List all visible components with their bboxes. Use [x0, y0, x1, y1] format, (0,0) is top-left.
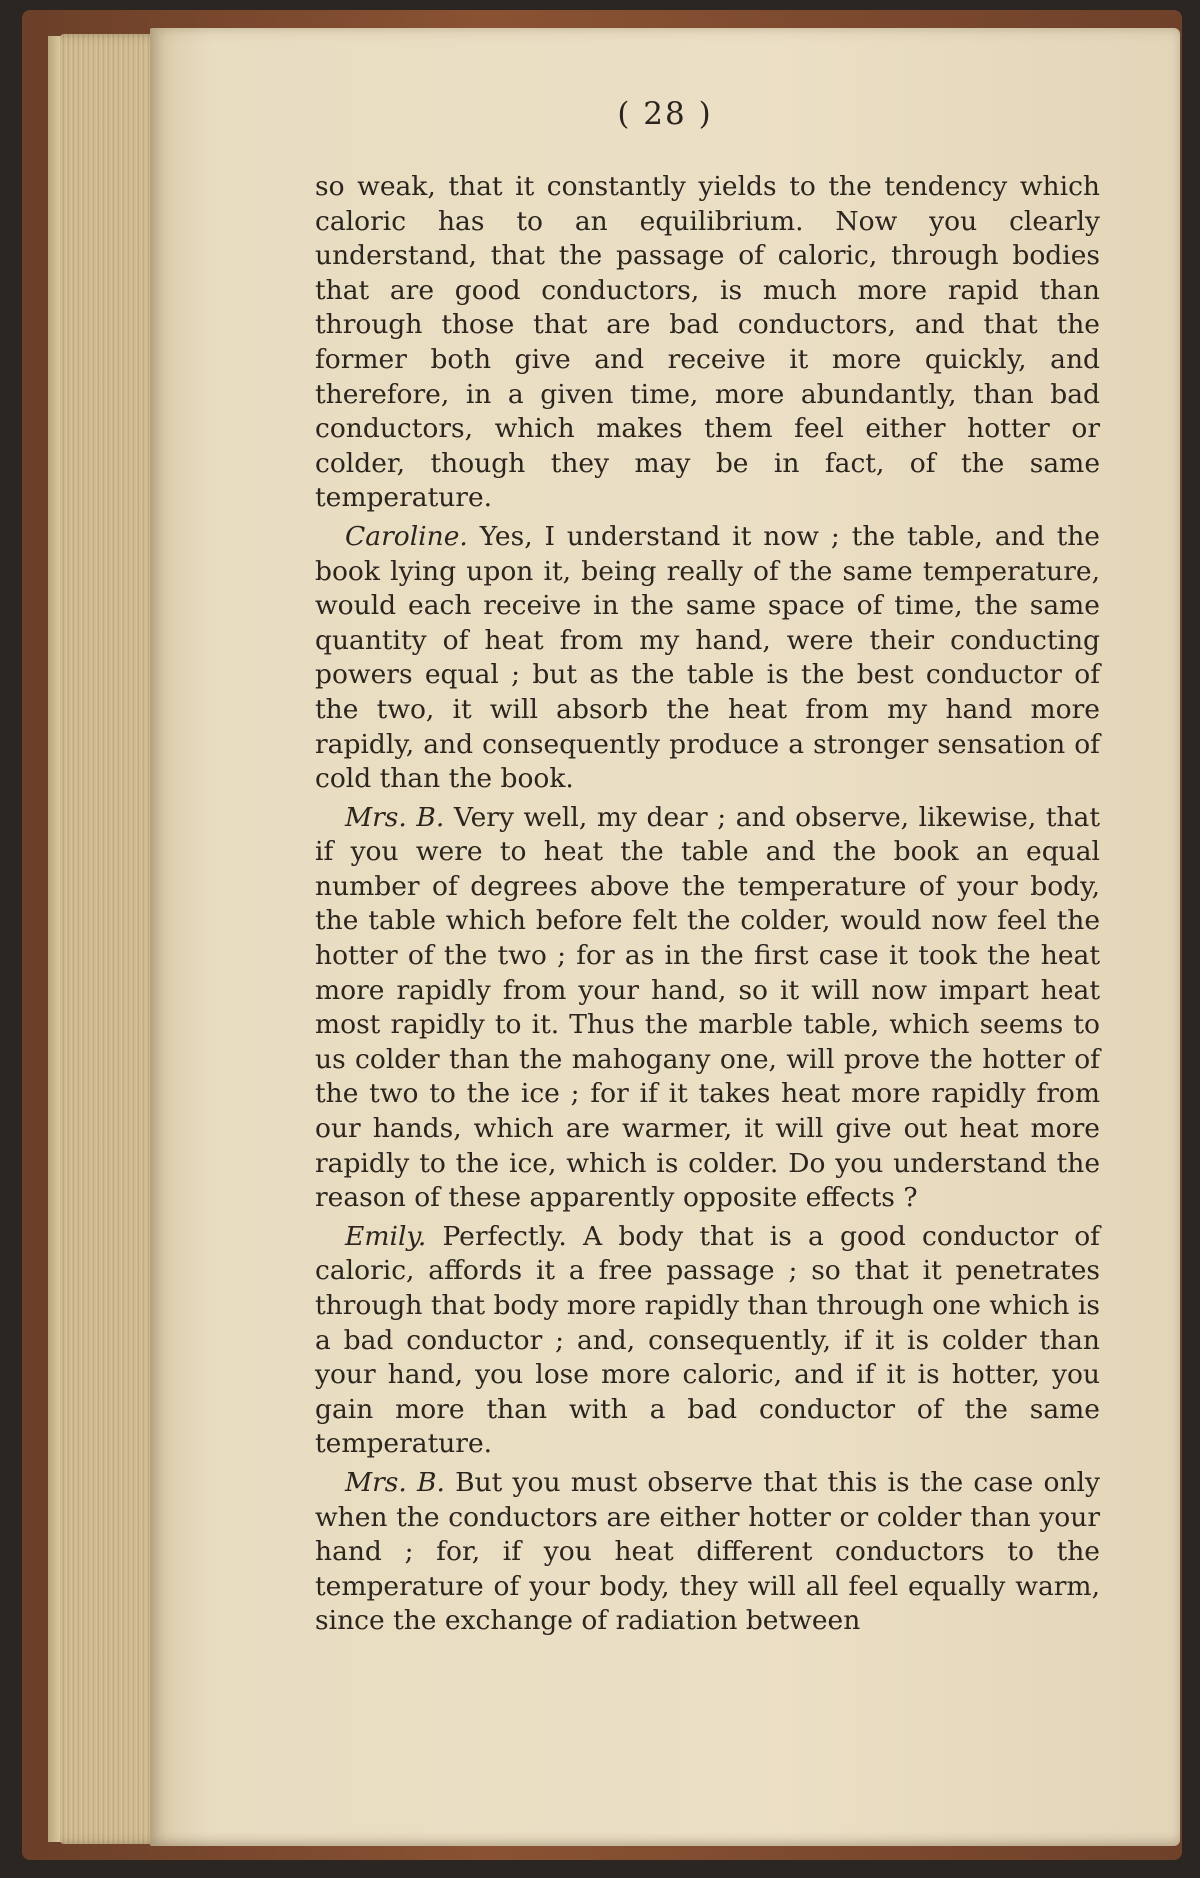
paragraph-2	[315, 520, 1100, 797]
paragraph-1	[315, 170, 1100, 516]
speaker-caroline: Caroline.	[345, 520, 468, 552]
speaker-mrs-b: Mrs. B.	[345, 801, 445, 833]
paragraph-1-text: so weak, that it constantly yields to the tendency which caloric has to an equilibrium. Now you clearly understand, that the passage of caloric, through bodies that are good conductors, is much more rapid than through those that are bad conductors, and that the former both give and receive it more quickly, and therefore, in a given time, more abundantly, than bad conductors, which makes them feel either hotter or colder, though they may be in fact, of the same temperature.	[315, 171, 1100, 514]
paragraph-5	[315, 1466, 1100, 1639]
paragraph-2-text: Yes, I understand it now ; the table, and the book lying upon it, being really of the same temperature, would each receive in the same space of time, the same quantity of heat from my hand, were their conducting powers equal ; but as the table is the best conductor of the two, it will absorb the heat from my hand more rapidly, and consequently produce a stronger sensation of cold than the book.	[315, 520, 1100, 795]
paragraph-4	[315, 1220, 1100, 1462]
page-text	[315, 170, 1100, 1639]
paragraph-4-text: Perfectly. A body that is a good conductor of caloric, affords it a free passage ; so that it penetrates through that body more rapidly than through one which is a bad conductor ; and, consequently, if it is colder than your hand, you lose more caloric, and if it is hotter, you gain more than with a bad conductor of the same temperature.	[315, 1220, 1100, 1460]
page-number: ( 28 )	[617, 96, 713, 132]
speaker-mrs-b-2: Mrs. B.	[345, 1466, 445, 1498]
paragraph-5-text: But you must observe that this is the case only when the conductors are either hotter or colder than your hand ; for, if you heat different conductors to the temperature of your body, they will all feel equally warm, since the exchange of radiation between	[315, 1466, 1100, 1637]
paragraph-3-text: Very well, my dear ; and observe, likewise, that if you were to heat the table and the book an equal number of degrees above the temperature of your body, the table which before felt the colder, would now feel the hotter of the two ; for as in the first case it took the heat more rapidly from your hand, so it will now impart heat most rapidly to it. Thus the marble table, which seems to us colder than the mahogany one, will prove the hotter of the two to the ice ; for if it takes heat more rapidly from our hands, which are warmer, it will give out heat more rapidly to the ice, which is colder. Do you understand the reason of these apparently opposite effects ?	[315, 801, 1100, 1214]
speaker-emily: Emily.	[345, 1220, 427, 1252]
paragraph-3	[315, 801, 1100, 1216]
